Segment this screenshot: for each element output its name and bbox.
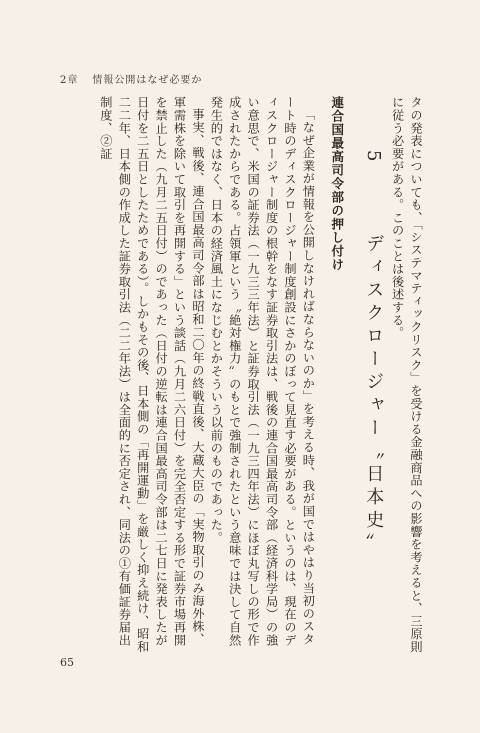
subheading: 連合国最高司令部の押し付け <box>329 96 345 272</box>
body-paragraph: タの発表についても、「システマティックリスク」を受ける金融商品への影響を考えると、三原則 <box>409 96 423 654</box>
section-heading <box>363 96 385 656</box>
body-paragraph: に従う必要がある。このことは後述する。 <box>390 96 405 340</box>
running-head <box>60 71 202 86</box>
section-number: 5 <box>363 150 385 167</box>
chapter-title: 情報公開はなぜ必要か <box>92 75 203 86</box>
page-number: 65 <box>60 656 74 669</box>
vertical-text-body <box>55 96 425 656</box>
section-title: ディスクロージャー〝日本史〟 <box>363 234 385 557</box>
body-paragraph: 事実、戦後、連合国最高司令部は昭和二〇年の終戦直後、大蔵大臣の「実物取引のみ海外株、軍需株を除いて取引を再開する」という談話（九月二六日付）を完全否定する形で証券市場再開を禁止した（九月二五日付）のであった（日付の逆転は連合国最高司令部は二七日に発表したが日付を二五日としたためである）。しかもその後、日本側の「再開運動」を厳しく抑え続け、昭和二二年、日本側の作成した証券取引法（二二年法）は全面的に否定され、同法の①有価証券届出制度、②証 <box>98 96 205 654</box>
chapter-label: 2章 <box>60 75 79 86</box>
body-paragraph: 「なぜ企業が情報を公開しなければならないのか」を考える時、我が国ではやはり当初のスタート時のディスクロージャー制度創設にさかのぼって見直す必要がある。というのは、現在のディスクロージャー制度の根幹をなす証券取引法は、戦後の連合国最高司令部（経済科学局）の強い意思で、米国の証券法（一九三三年法）と証券取引法（一九三四年法）にほぼ丸写しの形で作成されたからである。占領軍という〝絶対権力〟のもとで強制されたという意味では決して自然発生的ではなく、日本の経済風土になじむとかそういう以前のものであった。 <box>209 96 316 647</box>
